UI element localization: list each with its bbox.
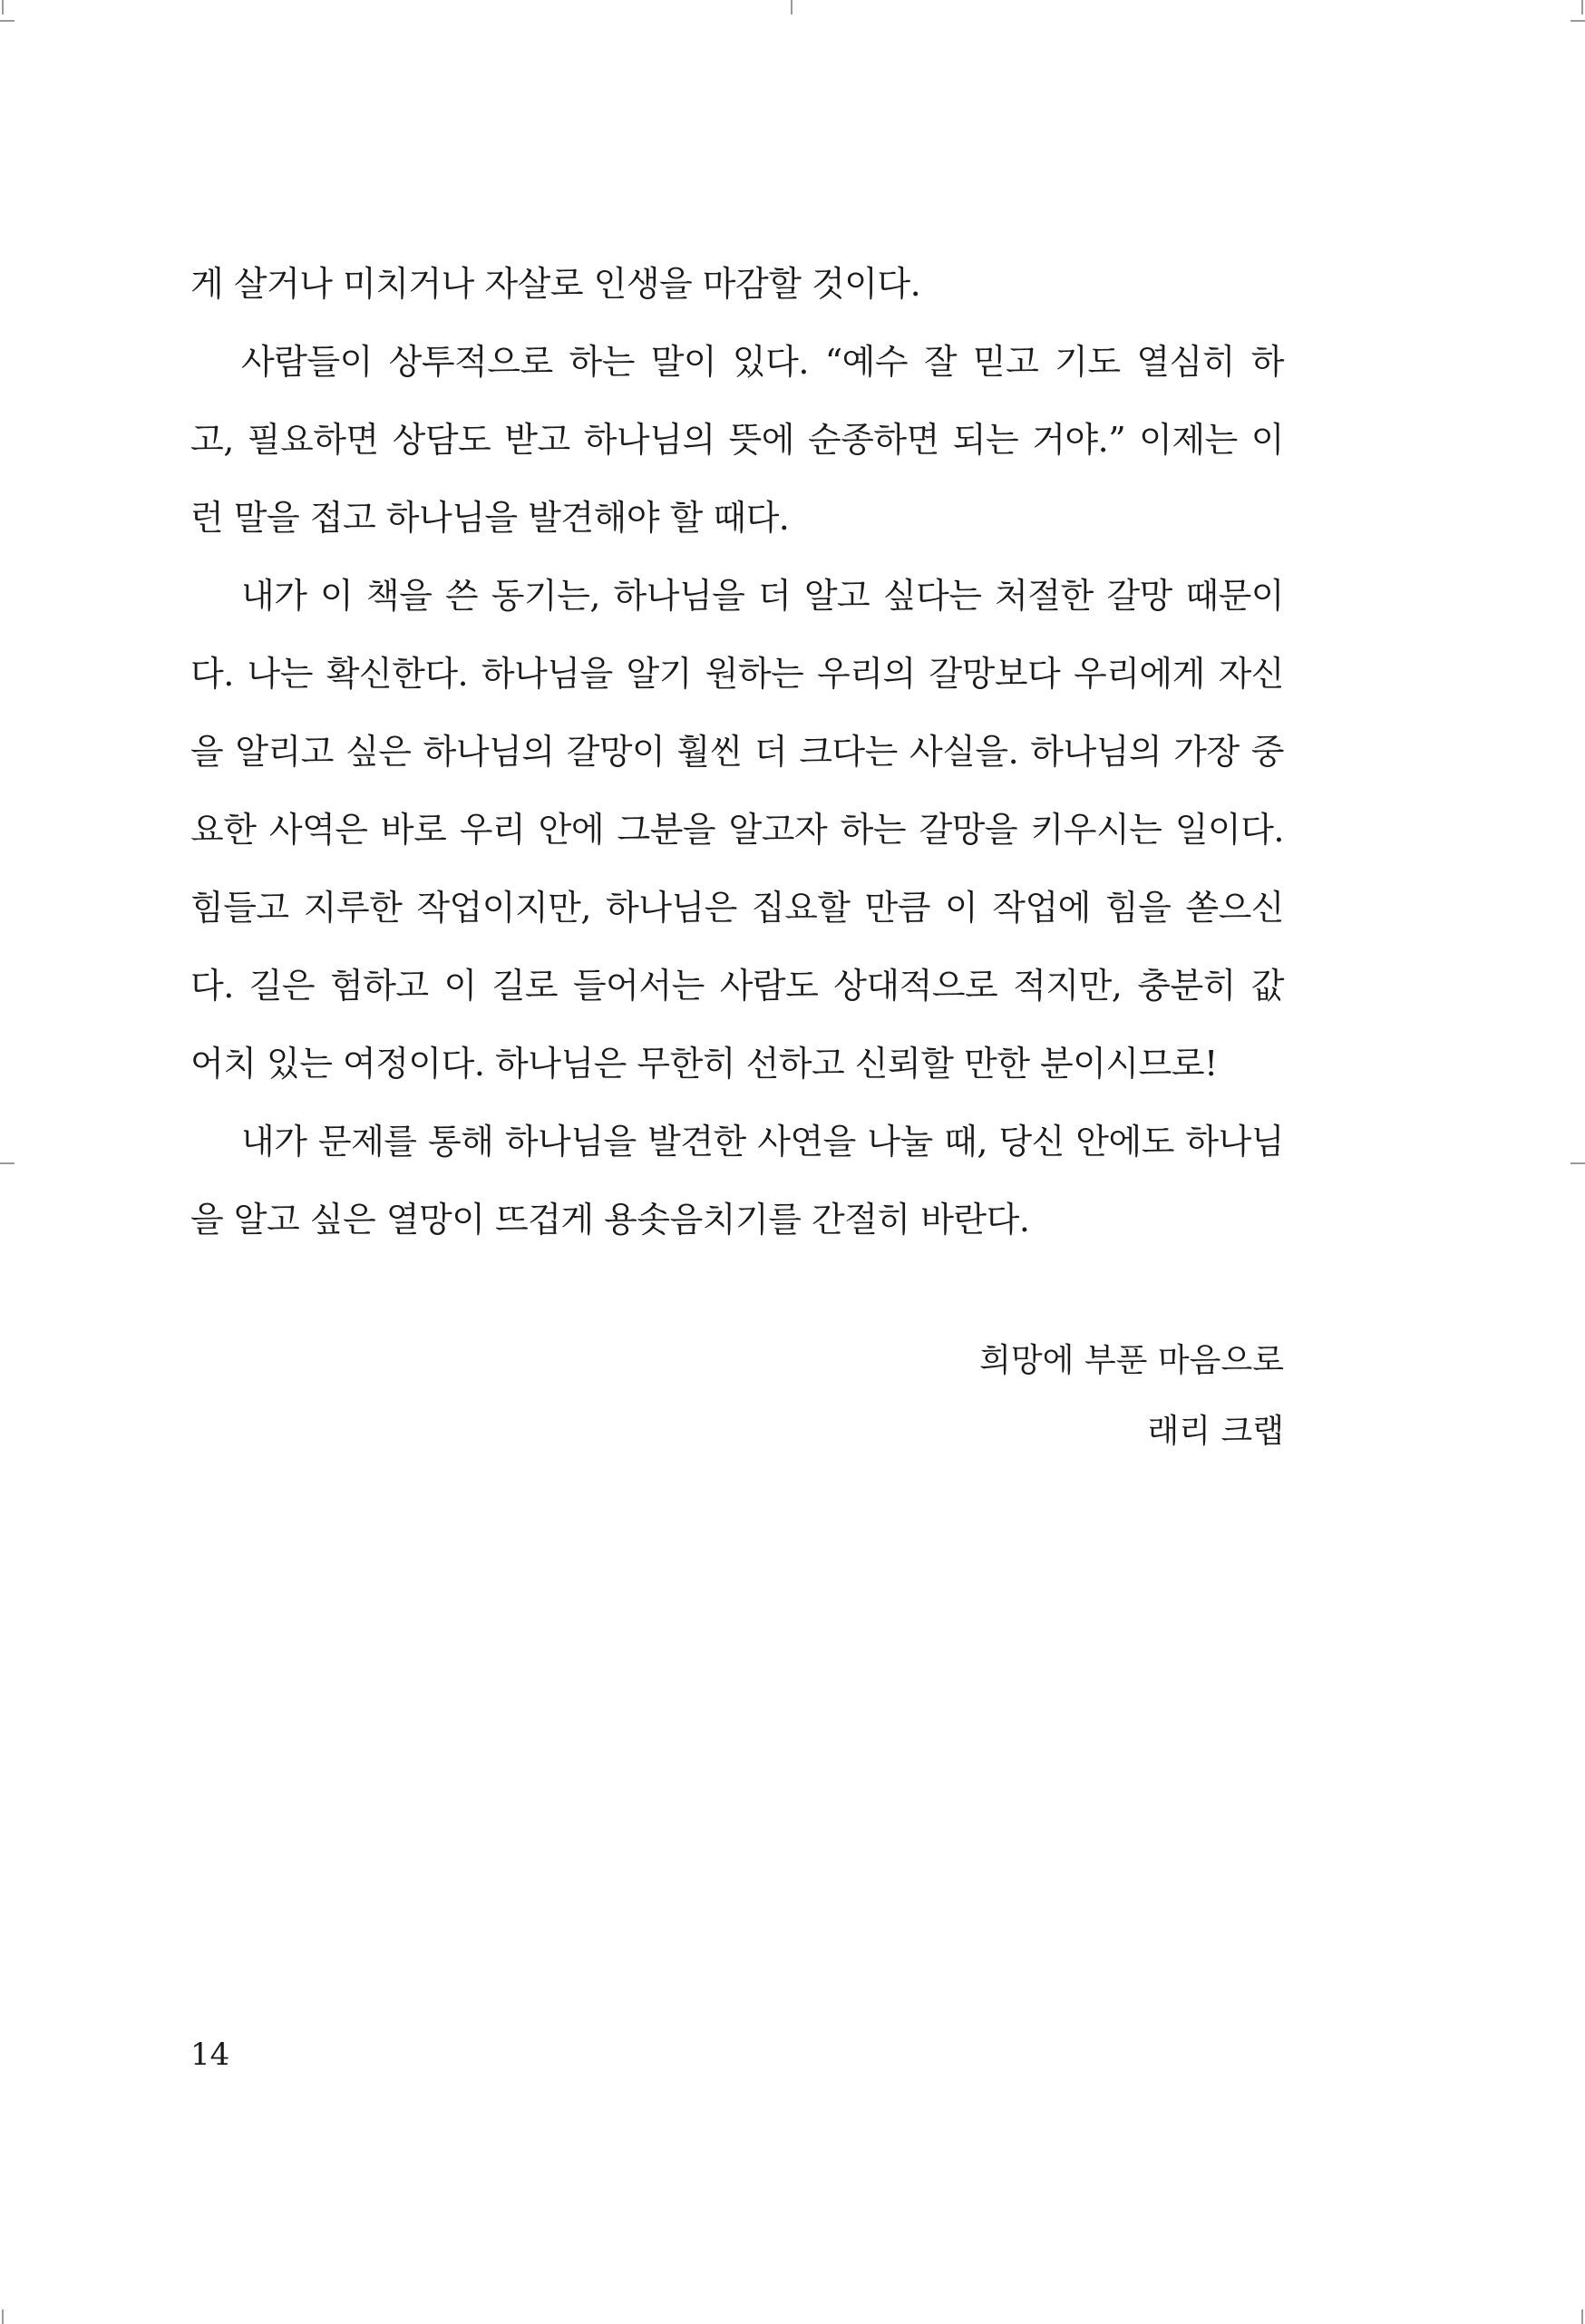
body-line: 사람들이 상투적으로 하는 말이 있다. “예수 잘 믿고 기도 열심히 하 <box>241 342 1284 382</box>
body-line: 어치 있는 여정이다. 하나님은 무한히 선하고 신뢰할 만한 분이시므로! <box>190 1044 1218 1084</box>
body-line: 게 살거나 미치거나 자살로 인생을 마감할 것이다. <box>190 264 921 304</box>
body-line: 을 알리고 싶은 하나님의 갈망이 훨씬 더 크다는 사실을. 하나님의 가장 중 <box>190 732 1284 772</box>
crop-mark-top-right <box>1581 0 1583 15</box>
body-line: 을 알고 싶은 열망이 뜨겁게 용솟음치기를 간절히 바란다. <box>190 1200 1030 1240</box>
body-line: 런 말을 접고 하나님을 발견해야 할 때다. <box>190 498 790 538</box>
page-number: 14 <box>190 2037 230 2073</box>
crop-mark-middle-left <box>0 1162 15 1164</box>
crop-mark-top-left-h <box>0 20 15 22</box>
signature-author: 래리 크랩 <box>1147 1413 1284 1450</box>
crop-mark-top-left <box>2 0 4 15</box>
body-text <box>190 245 1284 1259</box>
body-line: 다. 길은 험하고 이 길로 들어서는 사람도 상대적으로 적지만, 충분히 값 <box>190 966 1284 1006</box>
crop-mark-bottom-left <box>2 2309 4 2324</box>
crop-mark-top-right-h <box>1570 20 1585 22</box>
body-line: 내가 이 책을 쓴 동기는, 하나님을 더 알고 싶다는 처절한 갈망 때문이 <box>241 576 1284 616</box>
signature-closing: 희망에 부푼 마음으로 <box>979 1342 1284 1379</box>
body-line: 고, 필요하면 상담도 받고 하나님의 뜻에 순종하면 되는 거야.” 이제는 이 <box>190 420 1284 460</box>
crop-mark-middle-right <box>1570 1162 1585 1164</box>
crop-mark-bottom-right <box>1581 2309 1583 2324</box>
body-line: 다. 나는 확신한다. 하나님을 알기 원하는 우리의 갈망보다 우리에게 자신 <box>190 654 1284 694</box>
body-line: 힘들고 지루한 작업이지만, 하나님은 집요할 만큼 이 작업에 힘을 쏟으신 <box>190 888 1284 928</box>
body-line: 내가 문제를 통해 하나님을 발견한 사연을 나눌 때, 당신 안에도 하나님 <box>241 1122 1284 1162</box>
body-line: 요한 사역은 바로 우리 안에 그분을 알고자 하는 갈망을 키우시는 일이다. <box>190 810 1284 850</box>
crop-mark-top-center <box>791 0 792 15</box>
signature-block <box>979 1326 1284 1467</box>
